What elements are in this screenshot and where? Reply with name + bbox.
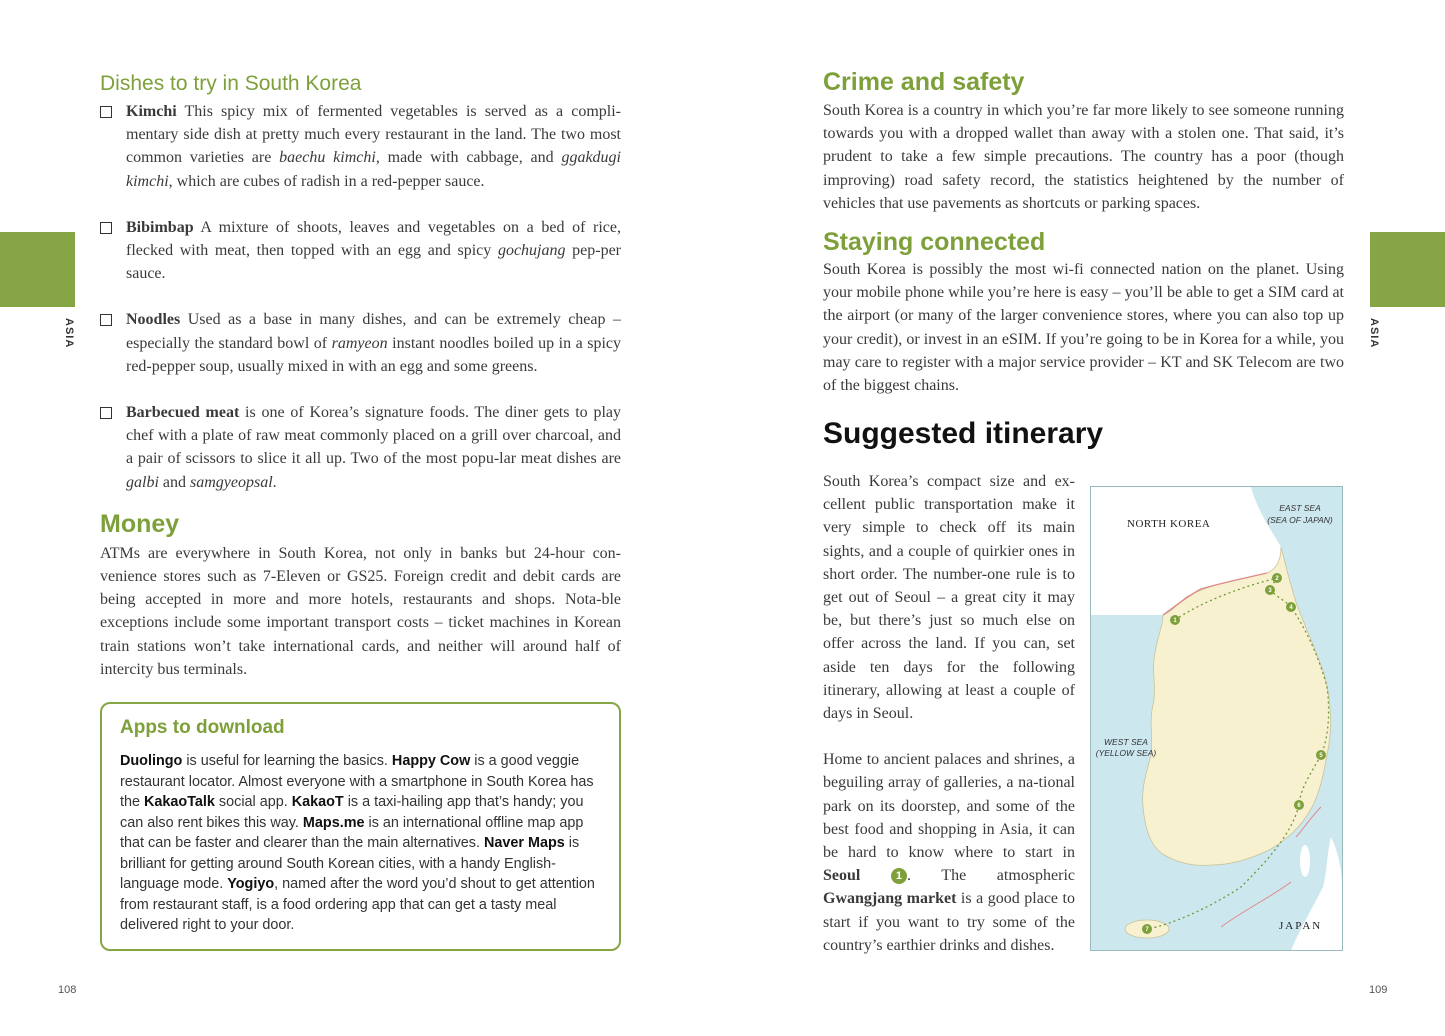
japan-label: JAPAN bbox=[1279, 920, 1323, 932]
japan-land bbox=[1291, 837, 1342, 950]
dishes-list bbox=[100, 100, 621, 494]
apps-body: Duolingo is useful for learning the basics. Happy Cow is a good veggie restaurant locator. Almost everyone with a smartphone in South Korea has the KakaoTalk social app. KakaoT is a taxi-hailing app that’s handy; you can also rent bikes this way. Maps.me is an international offline map app that can be faster and clearer than the main alternatives. Naver Maps is brilliant for getting around South Korean cities, with a handy English-language mode. Yogiyo, named after the word you’d shout to get attention from restaurant staff, is a food ordering app that can get a tasty meal delivered right to your door. bbox=[120, 753, 595, 933]
dish-item-barbecued-meat: Barbecued meat is one of Korea’s signature foods. The diner gets to play chef with a plate of raw meat commonly placed on a grill over charcoal, and a pair of scissors to slice it all up. Two of the most popu-lar meat dishes are galbi and samgyeopsal. bbox=[100, 401, 621, 494]
checkbox-icon[interactable] bbox=[100, 314, 112, 326]
checkbox-icon[interactable] bbox=[100, 222, 112, 234]
dish-item-noodles: Noodles Used as a base in many dishes, and can be extremely cheap – especially the standard bowl of ramyeon instant noodles boiled up in a spicy red-pepper soup, usually mixed in with an egg and some greens. bbox=[100, 308, 621, 378]
checkbox-icon[interactable] bbox=[100, 407, 112, 419]
itinerary-para-2: Home to ancient palaces and shrines, a beguiling array of galleries, a na-tional park on its doorstep, and some of the best food and shopping in Asia, it can be hard to know where to start in Seoul 1 . The atmospheric Gwangjang market is a good place to start if you want to try some of the country’s earthier drinks and dishes. bbox=[823, 751, 1075, 954]
korea-map bbox=[1090, 486, 1343, 951]
apps-heading: Apps to download bbox=[120, 717, 285, 738]
section-tab-left bbox=[0, 232, 75, 307]
itinerary-para-1: South Korea’s compact size and ex-cellent public transportation make it very simple to check off its main sights, and a couple of quirkier ones in short order. The number-one rule is to get out of Seoul – a great city it may be, but there’s just so much else on offer across the land. If you can, set aside ten days for the following itinerary, allowing at least a couple of days in Seoul. bbox=[823, 473, 1075, 723]
east-sea-sublabel: (SEA OF JAPAN) bbox=[1267, 515, 1333, 525]
west-sea-label: WEST SEA bbox=[1104, 737, 1148, 747]
checkbox-icon[interactable] bbox=[100, 106, 112, 118]
section-label-left: ASIA bbox=[63, 318, 75, 349]
money-heading: Money bbox=[100, 509, 180, 538]
right-page-column bbox=[823, 66, 1344, 454]
section-tab-right bbox=[1370, 232, 1445, 307]
dish-item-kimchi: Kimchi This spicy mix of fermented vegetables is served as a compli-mentary side dish at pretty much every restaurant in the land. The two most common varieties are baechu kimchi, made with cabbage, and ggakdugi kimchi, which are cubes of radish in a red-pepper sauce. bbox=[100, 100, 621, 193]
dishes-heading: Dishes to try in South Korea bbox=[100, 72, 362, 95]
page-number-left: 108 bbox=[58, 984, 77, 996]
stop-5-label: 5 bbox=[1319, 753, 1323, 759]
money-body: ATMs are everywhere in South Korea, not only in banks but 24-hour con-venience stores such as 7-Eleven or GS25. Foreign credit and debit cards are being accepted in more and more hotels, restaurants and shops. Nota-ble exceptions include some important transport costs – ticket machines in Korean train stations won’t take international cards, and neither will around half of intercity bus terminals. bbox=[100, 544, 621, 678]
itinerary-text bbox=[823, 470, 1075, 957]
stop-2-label: 2 bbox=[1275, 576, 1279, 582]
left-page-column bbox=[100, 70, 621, 681]
apps-box bbox=[100, 702, 621, 951]
page-number-right: 109 bbox=[1369, 984, 1388, 996]
east-sea-label: EAST SEA bbox=[1279, 503, 1321, 513]
stop-3-label: 3 bbox=[1268, 588, 1272, 594]
stop-7-label: 7 bbox=[1145, 927, 1149, 933]
crime-heading: Crime and safety bbox=[823, 68, 1025, 96]
west-sea-sublabel: (YELLOW SEA) bbox=[1095, 748, 1157, 758]
crime-body: South Korea is a country in which you’re far more likely to see someone running towards you with a dropped wallet than away with a stolen one. That said, it’s prudent to take a few simple precautions. The country has a poor (though improving) road safety record, the statistics heightened by the number of vehicles that use pavements as shortcuts or parking spaces. bbox=[823, 102, 1344, 212]
tsushima-island bbox=[1300, 845, 1310, 877]
itinerary-heading: Suggested itinerary bbox=[823, 417, 1104, 451]
connected-body: South Korea is possibly the most wi-fi connected nation on the planet. Using your mobile phone while you’re here is easy – you’ll be able to get a SIM card at the airport (or many of the larger convenience stores, where you can also top up your credit), or invest in an eSIM. If you’re going to be in Korea for a while, you may care to register with a major service provider – KT and SK Telecom are two of the biggest chains. bbox=[823, 261, 1344, 395]
connected-heading: Staying connected bbox=[823, 228, 1046, 257]
stop-6-label: 6 bbox=[1297, 803, 1301, 809]
stop-1-label: 1 bbox=[1173, 618, 1177, 624]
north-korea-label: NORTH KOREA bbox=[1127, 518, 1211, 530]
dish-item-bibimbap: Bibimbap A mixture of shoots, leaves and vegetables on a bed of rice, flecked with meat, then topped with an egg and spicy gochujang pep-per sauce. bbox=[100, 216, 621, 286]
map-graphic bbox=[1091, 487, 1342, 950]
stop-4-label: 4 bbox=[1289, 605, 1293, 611]
stop-number-icon: 1 bbox=[891, 868, 907, 884]
